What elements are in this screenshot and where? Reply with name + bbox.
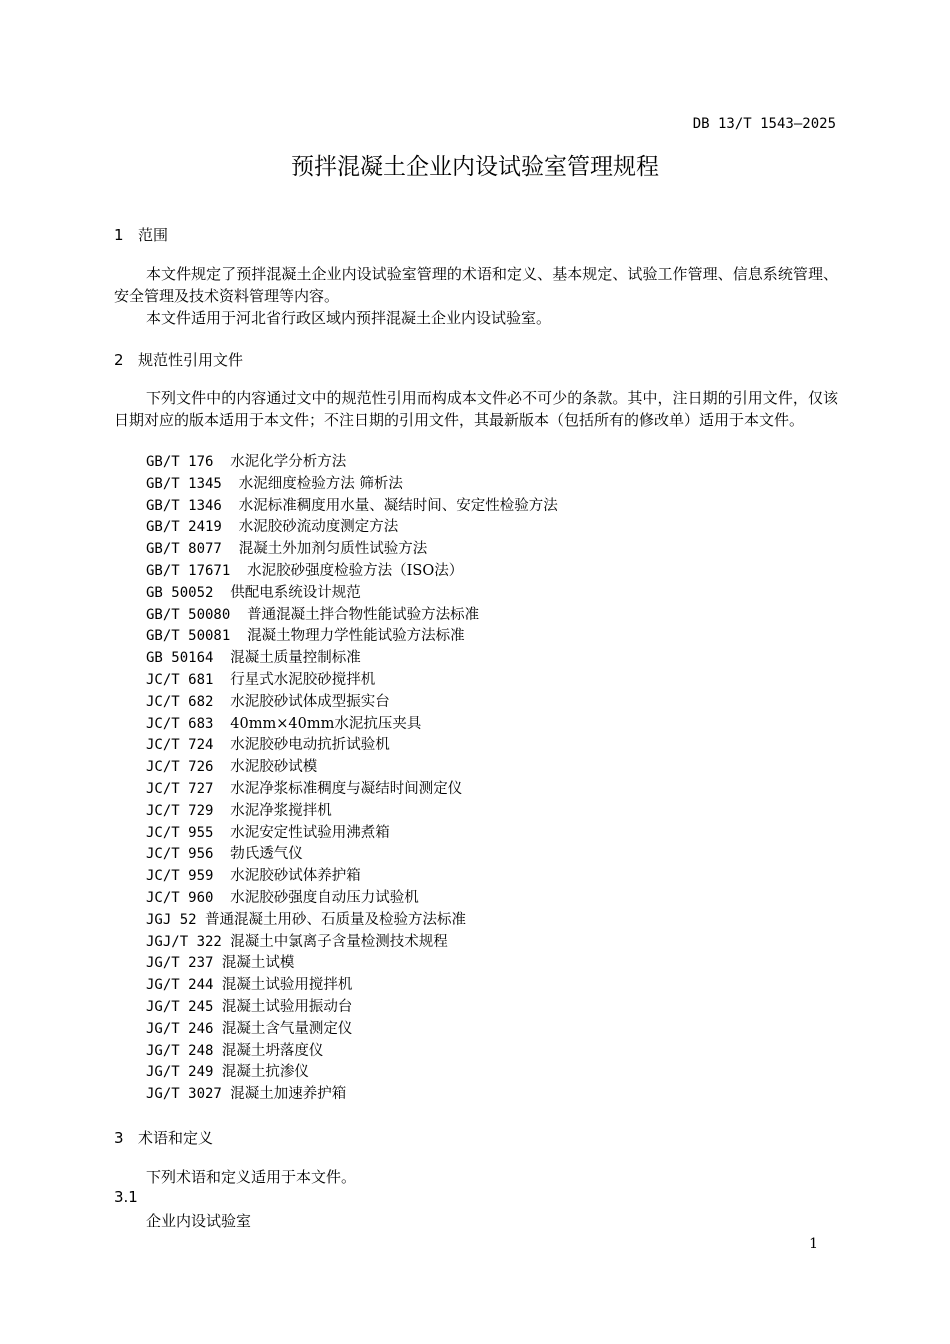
reference-item [146,866,558,888]
reference-separator [230,563,247,579]
reference-separator [213,759,230,775]
reference-item [146,844,558,866]
reference-item [146,474,558,496]
reference-separator [213,672,230,688]
reference-title: 普通混凝土拌合物性能试验方法标准 [247,606,480,623]
reference-code: JG/T 245 [146,998,214,1015]
reference-item [146,692,558,714]
reference-code: JC/T 960 [146,889,214,906]
reference-title: 混凝土试验用振动台 [221,998,353,1015]
reference-item [146,539,558,561]
reference-separator [222,519,239,535]
section-3-title: 术语和定义 [138,1129,214,1147]
reference-separator [222,498,239,514]
reference-list [146,452,558,1106]
reference-separator [213,825,230,841]
reference-code: JG/T 3027 [146,1086,222,1103]
reference-title: 混凝土抗渗仪 [221,1064,309,1081]
reference-code: GB/T 1346 [146,497,222,514]
reference-item [146,735,558,757]
reference-code: GB/T 50080 [146,606,231,623]
reference-title: 混凝土外加剂匀质性试验方法 [238,541,428,558]
reference-separator [213,781,230,797]
reference-separator [213,803,230,819]
reference-item [146,997,558,1019]
reference-code: JC/T 959 [146,868,214,885]
reference-item [146,452,558,474]
section-3-number: 3 [114,1129,124,1147]
reference-separator [197,912,205,928]
reference-code: GB/T 176 [146,454,214,470]
reference-item [146,714,558,736]
reference-title: 水泥化学分析方法 [230,454,347,470]
reference-separator [213,846,230,862]
reference-title: 水泥胶砂强度检验方法（ISO法） [247,562,464,579]
reference-title: 混凝土试模 [221,955,295,972]
reference-separator [213,454,230,470]
reference-item [146,561,558,583]
reference-title: 供配电系统设计规范 [230,584,361,601]
reference-separator [213,955,221,971]
section-1-title: 范围 [138,226,169,244]
reference-code: JC/T 956 [146,846,214,863]
reference-title: 行星式水泥胶砂搅拌机 [230,671,376,688]
reference-separator [230,607,247,623]
reference-title: 水泥标准稠度用水量、凝结时间、安定性检验方法 [238,497,558,514]
reference-title: 水泥胶砂试体成型振实台 [230,693,390,710]
reference-code: GB/T 8077 [146,541,222,558]
reference-separator [230,628,247,644]
section-1-paragraph-1: 本文件规定了预拌混凝土企业内设试验室管理的术语和定义、基本规定、试验工作管理、信息系统管理、安全管理及技术资料管理等内容。 [114,265,838,305]
reference-item [146,1041,558,1063]
reference-title: 混凝土坍落度仪 [221,1042,324,1059]
reference-code: GB 50164 [146,650,214,667]
reference-title: 水泥安定性试验用沸煮箱 [230,824,390,841]
section-2-number: 2 [114,351,124,369]
reference-item [146,823,558,845]
reference-title: 40mm×40mm水泥抗压夹具 [230,715,422,732]
reference-title: 混凝土中氯离子含量检测技术规程 [230,933,448,950]
reference-title: 勃氏透气仪 [230,846,303,863]
reference-item [146,605,558,627]
section-2-title: 规范性引用文件 [138,351,244,369]
reference-code: JC/T 726 [146,759,214,776]
reference-item [146,496,558,518]
reference-code: GB/T 50081 [146,628,231,645]
reference-title: 混凝土含气量测定仪 [221,1020,353,1037]
reference-separator [213,868,230,884]
reference-separator [222,541,239,557]
reference-separator [213,650,230,666]
reference-title: 普通混凝土用砂、石质量及检验方法标准 [205,911,467,928]
reference-separator [213,1064,221,1080]
reference-code: JC/T 683 [146,715,214,732]
section-2-heading [114,349,243,370]
reference-separator [213,1043,221,1059]
reference-code: JG/T 237 [146,955,214,972]
reference-code: JG/T 249 [146,1064,214,1081]
reference-code: JG/T 246 [146,1020,214,1037]
reference-item [146,757,558,779]
reference-title: 水泥胶砂强度自动压力试验机 [230,889,419,906]
section-3-intro: 下列术语和定义适用于本文件。 [146,1168,357,1186]
reference-separator [213,1021,221,1037]
reference-code: JC/T 724 [146,737,214,754]
document-title: 预拌混凝土企业内设试验室管理规程 [291,154,659,180]
subsection-number: 3.1 [114,1188,138,1206]
section-1-paragraph-2: 本文件适用于河北省行政区域内预拌混凝土企业内设试验室。 [146,309,552,327]
reference-title: 混凝土加速养护箱 [230,1086,347,1103]
reference-code: JC/T 955 [146,824,214,841]
reference-title: 水泥胶砂流动度测定方法 [238,519,399,536]
reference-code: JG/T 244 [146,977,214,994]
reference-code: GB/T 17671 [146,562,231,579]
reference-separator [213,694,230,710]
reference-title: 水泥净浆标准稠度与凝结时间测定仪 [230,780,463,797]
reference-item [146,583,558,605]
reference-title: 混凝土物理力学性能试验方法标准 [247,628,465,645]
reference-separator [222,476,239,492]
reference-code: JG/T 248 [146,1042,214,1059]
reference-code: JGJ 52 [146,911,197,928]
reference-item [146,1019,558,1041]
reference-item [146,975,558,997]
reference-item [146,801,558,823]
reference-code: JC/T 681 [146,671,214,688]
reference-item [146,953,558,975]
reference-code: JC/T 727 [146,780,214,797]
reference-item [146,648,558,670]
reference-item [146,670,558,692]
reference-item [146,1062,558,1084]
reference-title: 水泥胶砂电动抗折试验机 [230,737,390,754]
reference-item [146,910,558,932]
reference-separator [213,977,221,993]
reference-code: JC/T 682 [146,693,214,710]
reference-item [146,626,558,648]
reference-code: GB/T 1345 [146,475,222,492]
reference-separator [213,999,221,1015]
section-1-number: 1 [114,226,124,244]
reference-title: 水泥细度检验方法 筛析法 [238,475,403,492]
reference-title: 混凝土试验用搅拌机 [221,977,353,994]
reference-title: 混凝土质量控制标准 [230,650,361,667]
reference-code: JC/T 729 [146,802,214,819]
reference-title: 水泥胶砂试体养护箱 [230,868,361,885]
reference-item [146,779,558,801]
reference-separator [213,737,230,753]
reference-item [146,932,558,954]
reference-separator [213,890,230,906]
reference-title: 水泥胶砂试模 [230,759,318,776]
term-heading: 企业内设试验室 [146,1212,252,1230]
reference-separator [213,716,230,732]
reference-code: GB 50052 [146,584,214,601]
reference-item [146,888,558,910]
reference-code: JGJ/T 322 [146,933,222,950]
reference-item [146,1084,558,1106]
section-2-intro: 下列文件中的内容通过文中的规范性引用而构成本文件必不可少的条款。其中，注日期的引用文件，仅该日期对应的版本适用于本文件；不注日期的引用文件，其最新版本（包括所有的修改单）适用于本文件。 [114,389,838,429]
reference-title: 水泥净浆搅拌机 [230,802,332,819]
page-number: 1 [809,1236,818,1252]
standard-code: DB 13/T 1543—2025 [692,116,836,132]
reference-item [146,517,558,539]
reference-code: GB/T 2419 [146,519,222,536]
reference-separator [213,585,230,601]
section-1-heading [114,224,168,245]
section-3-heading [114,1127,213,1148]
